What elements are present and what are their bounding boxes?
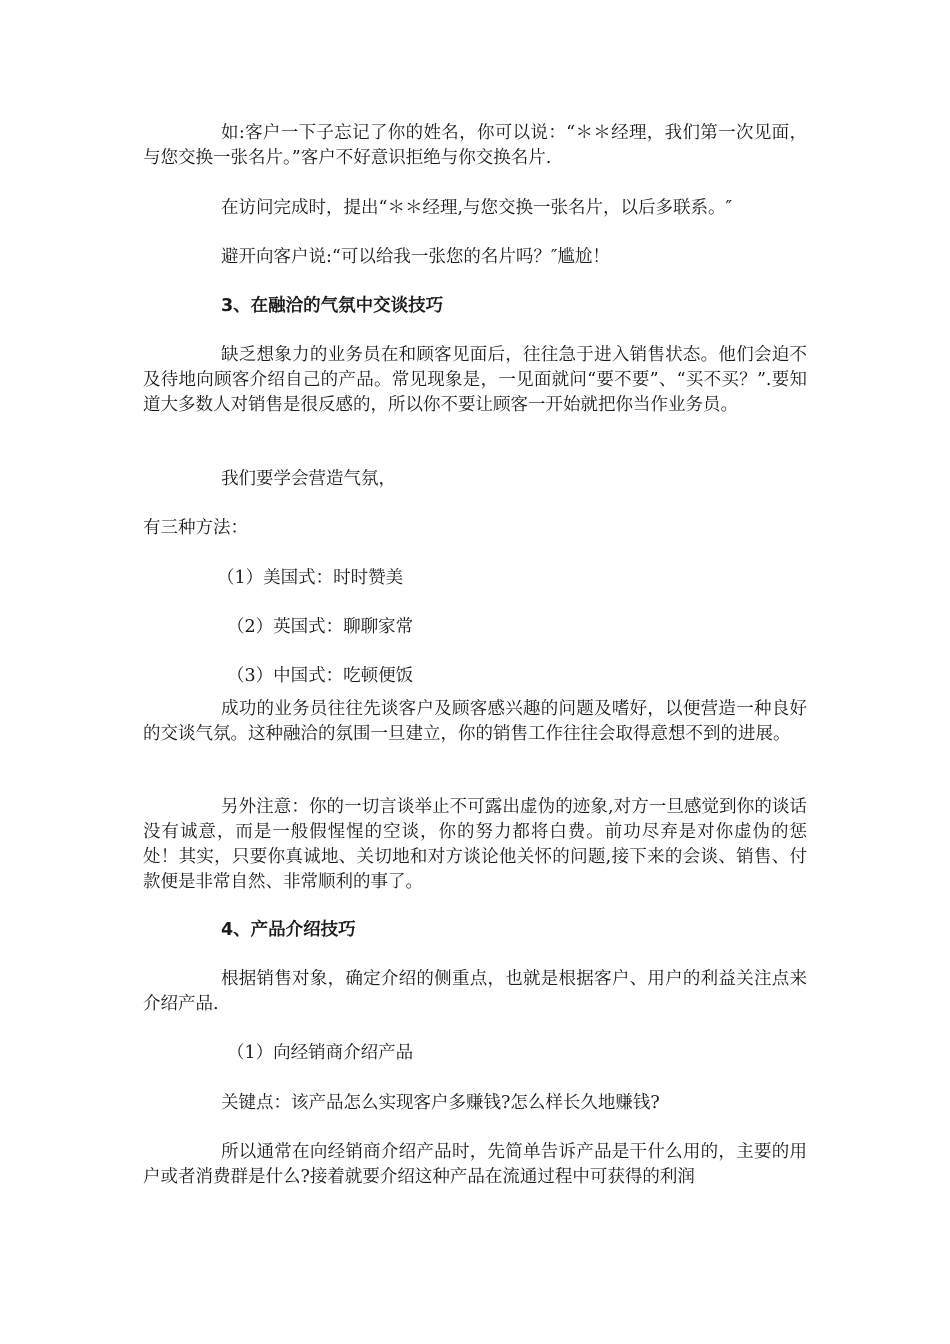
paragraph-business-card-forgot-name: 如:客户一下子忘记了你的姓名，你可以说：“＊＊经理，我们第一次见面，与您交换一张名片。”客户不好意识拒绝与你交换名片.: [143, 123, 807, 168]
list-item-dealer-intro: （1）向经销商介绍产品: [227, 1043, 414, 1063]
list-item-method-3: （3）中国式：吃顿便饭: [227, 666, 414, 686]
section-heading-3: 3、在融洽的气氛中交谈技巧: [221, 296, 444, 316]
paragraph-business-card-avoid: 避开向客户说:“可以给我一张您的名片吗？″尴尬！: [221, 247, 610, 267]
paragraph-successful-salesman: 成功的业务员往往先谈客户及顾客感兴趣的问题及嗜好，以便营造一种良好的交谈气氛。这种融洽的氛围一旦建立，你的销售工作往往会取得意想不到的进展。: [143, 699, 807, 744]
paragraph-create-atmosphere: 我们要学会营造气氛，: [221, 469, 396, 489]
list-item-method-2: （2）英国式：聊聊家常: [227, 617, 414, 637]
paragraph-key-point: 关键点：该产品怎么实现客户多赚钱?怎么样长久地赚钱?: [221, 1093, 660, 1113]
section-heading-4: 4、产品介绍技巧: [221, 920, 356, 940]
paragraph-dealer-explanation: 所以通常在向经销商介绍产品时，先简单告诉产品是干什么用的，主要的用户或者消费群是什么?接着就要介绍这种产品在流通过程中可获得的利润: [143, 1142, 807, 1187]
paragraph-lack-imagination: 缺乏想象力的业务员在和顾客见面后，往往急于进入销售状态。他们会迫不及待地向顾客介绍自己的产品。常见现象是，一见面就问“要不要”、“买不买？”.要知道大多数人对销售是很反感的，所以你不要让顾客一开始就把你当作业务员。: [143, 345, 807, 415]
paragraph-product-focus: 根据销售对象，确定介绍的侧重点，也就是根据客户、用户的利益关注点来介绍产品.: [143, 969, 807, 1014]
list-item-method-1: （1）美国式：时时赞美: [217, 568, 404, 588]
paragraph-three-methods: 有三种方法：: [143, 518, 248, 538]
paragraph-additional-note: 另外注意：你的一切言谈举止不可露出虚伪的迹象,对方一旦感觉到你的谈话没有诚意，而是一般假惺惺的空谈，你的努力都将白费。前功尽弃是对你虚伪的惩处！其实，只要你真诚地、关切地和对方谈论他关怀的问题,接下来的会谈、销售、付款便是非常自然、非常顺利的事了。: [143, 797, 807, 892]
paragraph-business-card-end-visit: 在访问完成时，提出“＊＊经理,与您交换一张名片，以后多联系。″: [221, 198, 733, 218]
